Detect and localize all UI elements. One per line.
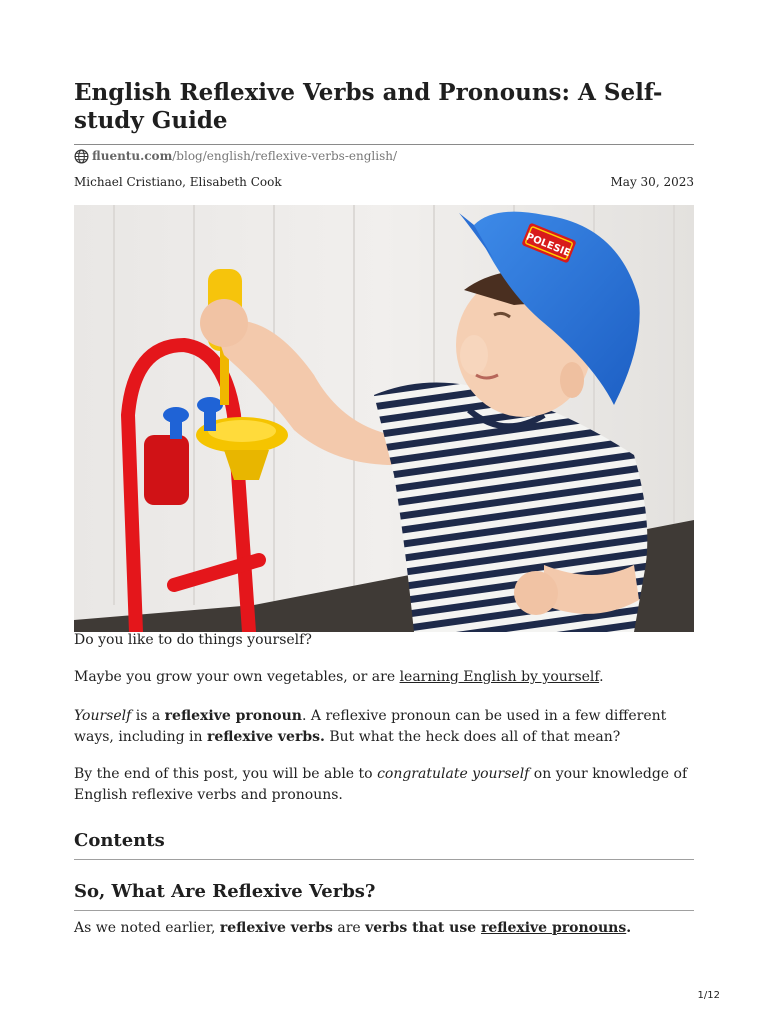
- page-number: 1/12: [697, 990, 720, 1001]
- learning-english-link[interactable]: learning English by yourself: [399, 669, 600, 685]
- source-domain: fluentu.com: [92, 149, 173, 163]
- contents-divider: [74, 859, 694, 860]
- publish-date: May 30, 2023: [610, 175, 694, 189]
- hero-image: [74, 205, 694, 632]
- section-paragraph-1: As we noted earlier, reflexive verbs are verbs that use reflexive pronouns.: [74, 920, 632, 936]
- source-path: /blog/english/reflexive-verbs-english/: [172, 149, 398, 163]
- reflexive-pronouns-link[interactable]: reflexive pronouns: [481, 920, 627, 936]
- intro-paragraph-1: Do you like to do things yourself?: [74, 632, 312, 648]
- hero-illustration: [74, 205, 694, 632]
- intro-paragraph-4: By the end of this post, you will be able to congratulate yourself on your knowledge of English reflexive verbs and pronouns.: [74, 766, 688, 803]
- contents-heading: Contents: [74, 830, 165, 851]
- intro-paragraph-2: Maybe you grow your own vegetables, or are learning English by yourself.: [74, 669, 604, 685]
- source-url[interactable]: [74, 148, 397, 164]
- authors: Michael Cristiano, Elisabeth Cook: [74, 175, 282, 189]
- globe-icon: [74, 149, 89, 164]
- section-divider: [74, 910, 694, 911]
- article-meta: [74, 174, 694, 190]
- section-heading-reflexive-verbs: So, What Are Reflexive Verbs?: [74, 881, 376, 902]
- intro-paragraph-3: Yourself is a reflexive pronoun. A reflexive pronoun can be used in a few different ways, including in reflexive verbs. But what the heck does all of that mean?: [74, 708, 667, 745]
- article-title: English Reflexive Verbs and Pronouns: A Self-study Guide: [74, 79, 663, 134]
- hard-hat-label: POLESIE: [524, 231, 572, 260]
- title-divider: [74, 144, 694, 145]
